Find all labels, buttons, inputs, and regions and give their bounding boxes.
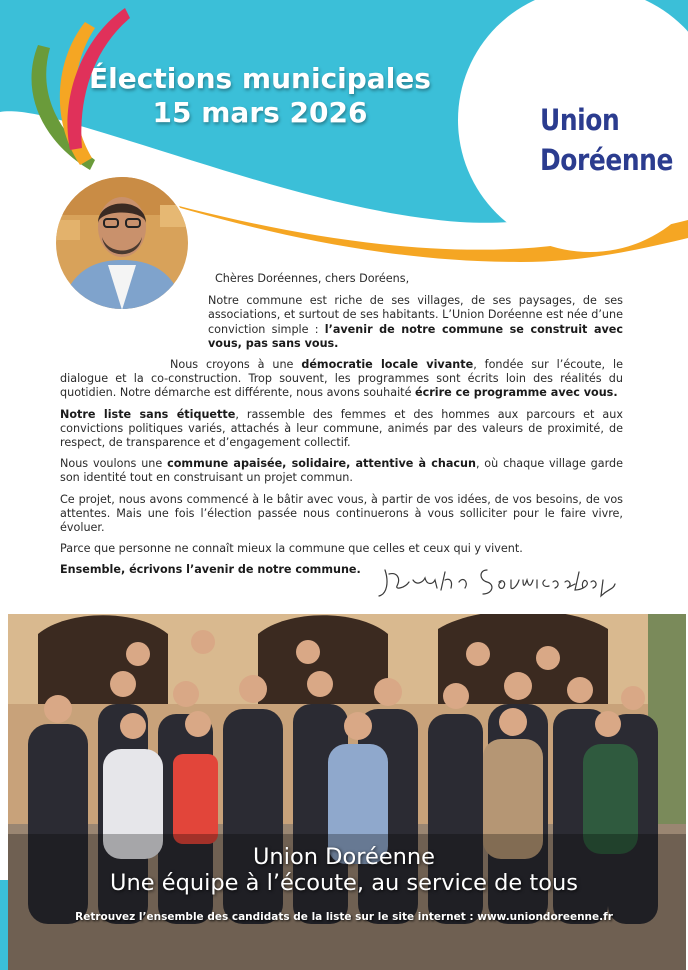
- p2-bold-b: écrire ce programme avec vous.: [415, 386, 618, 400]
- letter-paragraph-5: Ce projet, nous avons commencé à le bâtir avec vous, à partir de vos idées, de vos besoins, de vos attentes. Mais une fois l’élection passée nous continuerons à vous solliciter pour le faire vivre, évoluer.: [60, 492, 623, 535]
- logo-text: [540, 100, 673, 180]
- election-date: 15 mars 2026: [152, 96, 368, 129]
- letter-paragraph-3: [60, 408, 623, 451]
- logo-arcs-icon: [0, 0, 130, 185]
- p4-text-a: Nous voulons une: [60, 457, 168, 471]
- handwritten-signature: [375, 560, 625, 605]
- photo-caption-website: Retrouvez l’ensemble des candidats de la liste sur le site internet : www.uniondoreenne.fr: [75, 911, 613, 923]
- photo-caption-title: Union Doréenne: [252, 844, 436, 870]
- logo-line1: Union: [540, 103, 620, 137]
- letter-paragraph-1: [60, 294, 623, 351]
- p4-text-b: , où chaque village garde son identité tout en construisant un projet commun.: [60, 457, 624, 485]
- logo-line2: Doréenne: [540, 143, 673, 177]
- p2-text-a: Nous croyons à une: [170, 358, 302, 372]
- p4-bold: commune apaisée, solidaire, attentive à chacun: [167, 457, 476, 471]
- p2-text-b: , fondée sur l’écoute, le dialogue et la co-construction. Trop souvent, les programmes sont écrits loin des réalités du quotidien. Notre démarche est différente, nous avons souhaité: [60, 358, 623, 400]
- photo-caption-subtitle: Une équipe à l’écoute, au service de tous: [110, 870, 578, 896]
- p7-bold: Ensemble, écrivons l’avenir de notre commune.: [60, 563, 361, 577]
- p1-bold: l’avenir de notre commune se construit avec vous, pas sans vous.: [208, 322, 624, 350]
- letter-paragraph-6: Parce que personne ne connaît mieux la commune que celles et ceux qui y vivent.: [60, 542, 523, 556]
- letter-paragraph-2: [60, 358, 623, 401]
- p1-text: Notre commune est riche de ses villages, de ses paysages, de ses associations, et surtout de ses habitants. L’Union Doréenne est née d’une conviction simple :: [208, 294, 623, 336]
- p3-bold: Notre liste sans étiquette: [60, 407, 236, 421]
- letter-greeting: Chères Doréennes, chers Doréens,: [215, 272, 410, 285]
- p2-bold-a: démocratie locale vivante: [301, 358, 474, 372]
- letter-body: [60, 272, 623, 585]
- p3-text: , rassemble des femmes et des hommes aux parcours et aux convictions politiques variés, attachés à leur commune, animés par des valeurs de proximité, de respect, de transparence et d’engagement collectif.: [60, 407, 623, 450]
- election-title-line1: Élections municipales: [89, 62, 431, 95]
- letter-paragraph-4: [60, 457, 623, 485]
